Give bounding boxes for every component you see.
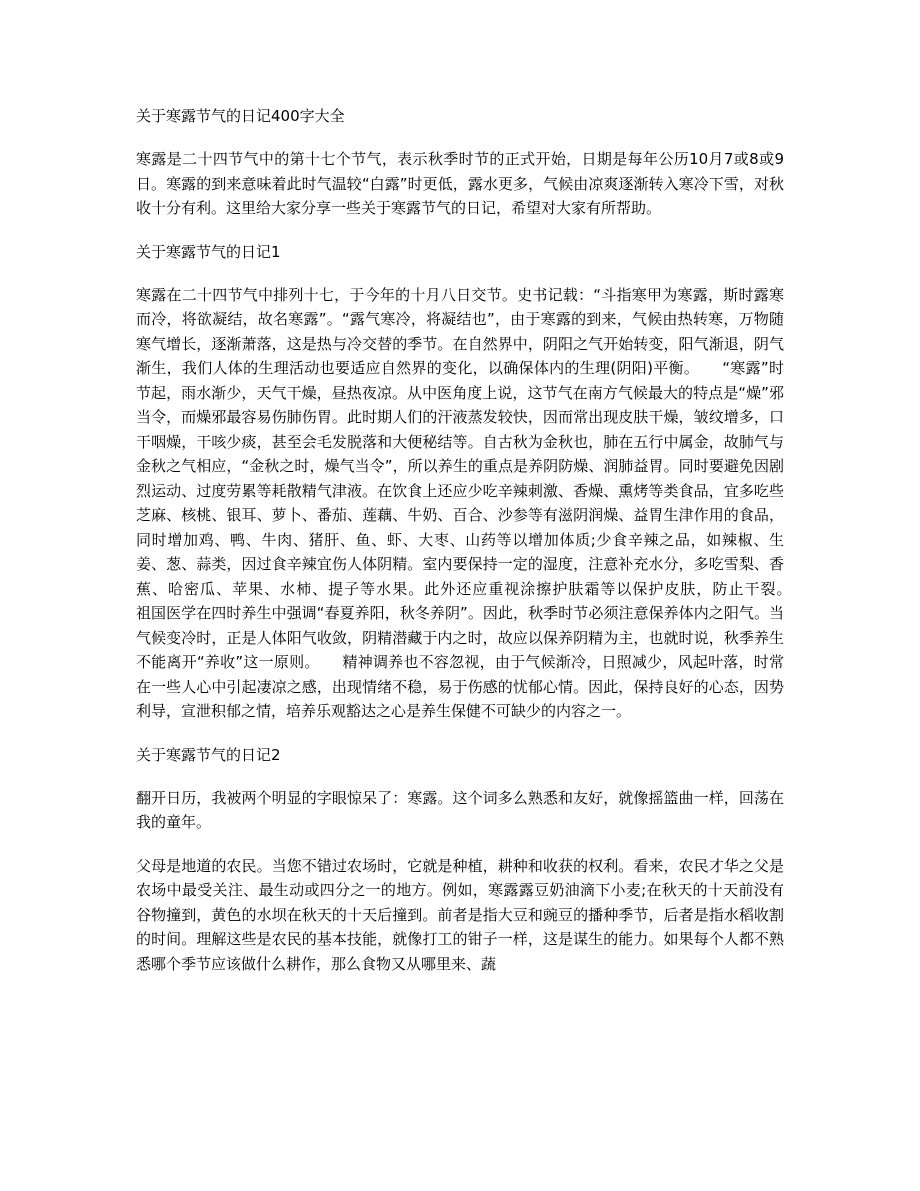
- section-paragraph: 父母是地道的农民。当您不错过农场时，它就是种植，耕种和收获的权利。看来，农民才华之父是农场中最受关注、最生动或四分之一的地方。例如，寒露露豆奶油滴下小麦;在秋天的十天前没有谷物撞到，黄色的水坝在秋天的十天后撞到。前者是指大豆和豌豆的播种季节，后者是指水稻收割的时间。理解这些是农民的基本技能，就像打工的钳子一样，这是谋生的能力。如果每个人都不熟悉哪个季节应该做什么耕作，那么食物又从哪里来、蔬: [136, 856, 784, 973]
- section-paragraph: 寒露在二十四节气中排列十七，于今年的十月八日交节。史书记载：“斗指寒甲为寒露，斯时露寒而冷，将欲凝结，故名寒露”。“露气寒冷，将凝结也”，由于寒露的到来，气候由热转寒，万物随寒气增长，逐渐萧落，这是热与冷交替的季节。在自然界中，阴阳之气开始转变，阳气渐退，阴气渐生，我们人体的生理活动也要适应自然界的变化，以确保体内的生理(阴阳)平衡。 “寒露”时节起，雨水渐少，天气干燥，昼热夜凉。从中医角度上说，这节气在南方气候最大的特点是“燥”邪当令，而燥邪最容易伤肺伤胃。此时期人们的汗液蒸发较快，因而常出现皮肤干燥，皱纹增多，口干咽燥，干咳少痰，甚至会毛发脱落和大便秘结等。自古秋为金秋也，肺在五行中属金，故肺气与金秋之气相应，“金秋之时，燥气当令”，所以养生的重点是养阴防燥、润肺益胃。同时要避免因剧烈运动、过度劳累等耗散精气津液。在饮食上还应少吃辛辣刺激、香燥、熏烤等类食品，宜多吃些芝麻、核桃、银耳、萝卜、番茄、莲藕、牛奶、百合、沙参等有滋阴润燥、益胃生津作用的食品，同时增加鸡、鸭、牛肉、猪肝、鱼、虾、大枣、山药等以增加体质;少食辛辣之品，如辣椒、生姜、葱、蒜类，因过食辛辣宜伤人体阴精。室内要保持一定的湿度，注意补充水分，多吃雪梨、香蕉、哈密瓜、苹果、水柿、提子等水果。此外还应重视涂擦护肤霜等以保护皮肤，防止干裂。 祖国医学在四时养生中强调“春夏养阳，秋冬养阴”。因此，秋季时节必须注意保养体内之阳气。当气候变冷时，正是人体阳气收敛，阴精潜藏于内之时，故应以保养阴精为主，也就时说，秋季养生不能离开“养收”这一原则。 精神调养也不容忽视，由于气候渐冷，日照减少，风起叶落，时常在一些人心中引起凄凉之感，出现情绪不稳，易于伤感的忧郁心情。因此，保持良好的心态，因势利导，宣泄积郁之情，培养乐观豁达之心是养生保健不可缺少的内容之一。: [136, 285, 815, 720]
- document-title: 关于寒露节气的日记400字大全: [136, 107, 345, 125]
- section-paragraph: 翻开日历，我被两个明显的字眼惊呆了：寒露。这个词多么熟悉和友好，就像摇篮曲一样，回荡在我的童年。: [136, 788, 784, 831]
- section-heading: 关于寒露节气的日记2: [136, 745, 281, 764]
- intro-paragraph: 寒露是二十四节气中的第十七个节气，表示秋季时节的正式开始，日期是每年公历10月7或8或9日。寒露的到来意味着此时气温较“白露”时更低，露水更多，气候由凉爽逐渐转入寒冷下雪，对秋收十分有利。这里给大家分享一些关于寒露节气的日记，希望对大家有所帮助。: [136, 150, 784, 217]
- section-heading: 关于寒露节气的日记1: [136, 242, 281, 261]
- document-page: [136, 104, 815, 995]
